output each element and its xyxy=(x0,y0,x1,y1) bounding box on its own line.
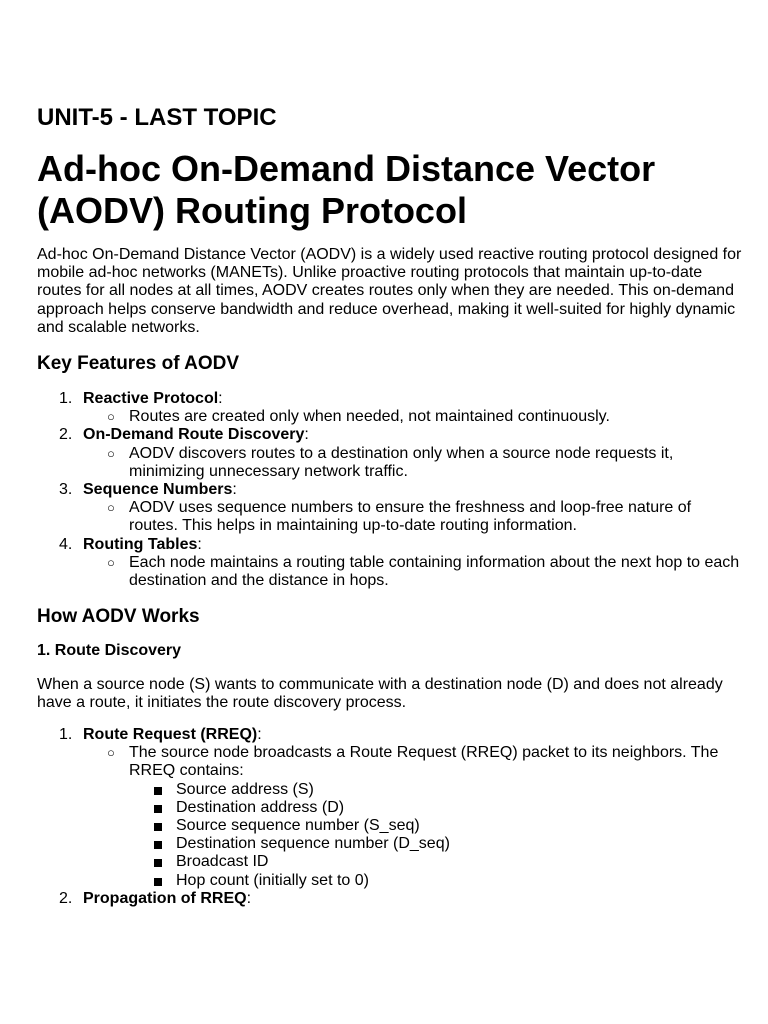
intro-paragraph: Ad-hoc On-Demand Distance Vector (AODV) is a widely used reactive routing protocol designed for mobile ad-hoc networks (MANETs). Unlike proactive routing protocols that maintain up-to-date routes for all nodes at all times, AODV creates routes only when they are needed. This on-demand approach helps conserve bandwidth and reduce overhead, making it well-suited for highly dynamic and scalable networks. xyxy=(37,246,742,336)
circle-bullet-icon: ○ xyxy=(107,554,115,570)
key-features-list xyxy=(37,390,742,590)
unit-heading: UNIT-5 - LAST TOPIC xyxy=(37,104,277,131)
list-subitem: ○ AODV discovers routes to a destination only when a source node requests it, minimizing unnecessary network traffic. xyxy=(107,444,674,480)
circle-bullet-icon: ○ xyxy=(107,409,115,425)
route-discovery-steps xyxy=(37,726,742,908)
step-label: Propagation of RREQ xyxy=(83,889,247,907)
page-title: Ad-hoc On-Demand Distance Vector (AODV) Routing Protocol xyxy=(37,148,656,231)
how-aodv-works-heading: How AODV Works xyxy=(37,606,200,627)
feature-label: On-Demand Route Discovery xyxy=(83,426,305,444)
list-subitem: ○ AODV uses sequence numbers to ensure the freshness and loop-free nature of routes. This helps in maintaining up-to-date routing information. xyxy=(107,499,692,535)
list-item: 3. Sequence Numbers: xyxy=(59,481,237,499)
list-bullet-item: Source sequence number (S_seq) xyxy=(37,817,742,835)
step-label: Route Request (RREQ) xyxy=(83,726,258,743)
list-item: 2. Propagation of RREQ: xyxy=(59,889,252,907)
square-bullet-icon xyxy=(154,841,162,849)
list-bullet-item: Source address (S) xyxy=(37,781,742,799)
list-subitem: ○ The source node broadcasts a Route Request (RREQ) packet to its neighbors. The RREQ contains: xyxy=(107,744,719,780)
list-item: 1. Reactive Protocol: xyxy=(59,390,223,407)
list-bullet-item: Destination address (D) xyxy=(37,799,742,817)
list-item: 1. Route Request (RREQ): xyxy=(59,726,262,743)
feature-label: Routing Tables xyxy=(83,535,198,553)
square-bullet-icon xyxy=(154,787,162,795)
feature-label: Reactive Protocol xyxy=(83,390,219,407)
route-discovery-heading: 1. Route Discovery xyxy=(37,642,182,659)
list-subitem: ○ Each node maintains a routing table containing information about the next hop to each destination and the distance in hops. xyxy=(107,553,740,590)
route-discovery-paragraph: When a source node (S) wants to communicate with a destination node (D) and does not already have a route, it initiates the route discovery process. xyxy=(37,676,723,712)
list-item: 2. On-Demand Route Discovery: xyxy=(59,426,309,444)
list-item: 4. Routing Tables: xyxy=(59,535,202,553)
circle-bullet-icon: ○ xyxy=(107,500,115,516)
square-bullet-icon xyxy=(154,805,162,813)
square-bullet-icon xyxy=(154,823,162,831)
list-bullet-item: Hop count (initially set to 0) xyxy=(37,872,742,890)
square-bullet-icon xyxy=(154,859,162,867)
square-bullet-icon xyxy=(154,878,162,886)
feature-label: Sequence Numbers xyxy=(83,481,233,499)
list-bullet-item: Destination sequence number (D_seq) xyxy=(37,835,742,853)
list-subitem: ○ Routes are created only when needed, not maintained continuously. xyxy=(107,408,610,426)
circle-bullet-icon: ○ xyxy=(107,445,115,461)
list-bullet-item: Broadcast ID xyxy=(37,853,742,871)
key-features-heading: Key Features of AODV xyxy=(37,353,240,374)
circle-bullet-icon: ○ xyxy=(107,745,115,761)
